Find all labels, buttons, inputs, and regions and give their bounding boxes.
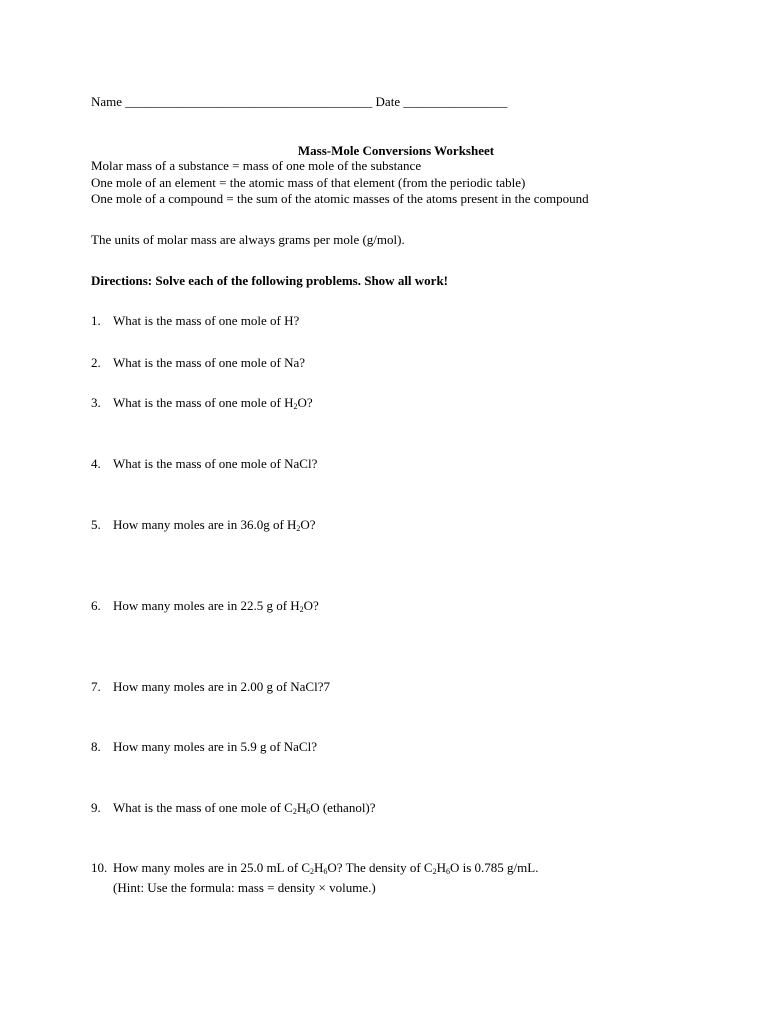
question-number: 2. (91, 355, 101, 370)
question-text: How many moles are in 36.0g of H (113, 517, 297, 532)
question-number: 9. (91, 800, 101, 815)
question-1 (91, 313, 299, 329)
name-date-line (91, 94, 507, 110)
subscript: 2 (299, 605, 304, 614)
question-number: 5. (91, 517, 101, 532)
question-number: 7. (91, 679, 101, 694)
subscript: 2 (432, 867, 437, 876)
question-text: How many moles are in 25.0 mL of C (113, 860, 311, 875)
directions: Directions: Solve each of the following problems. Show all work! (91, 273, 449, 288)
question-number: 10. (91, 860, 108, 875)
subscript: 6 (323, 867, 328, 876)
definition-element: One mole of an element = the atomic mass of that element (from the periodic table) (91, 175, 526, 190)
question-number: 1. (91, 313, 101, 328)
question-text: O? (300, 517, 316, 532)
date-blank: ________________ (403, 94, 508, 109)
units-note: The units of molar mass are always grams per mole (g/mol). (91, 232, 405, 247)
question-text: How many moles are in 5.9 g of NaCl? (113, 739, 317, 754)
question-7 (91, 679, 330, 695)
question-2 (91, 355, 305, 371)
subscript: 6 (445, 867, 450, 876)
question-text: O is 0.785 g/mL. (449, 860, 539, 875)
question-10 (91, 860, 538, 896)
question-5 (91, 517, 316, 533)
question-text: O? (297, 395, 313, 410)
date-label: Date (375, 94, 401, 109)
subscript: 2 (296, 524, 301, 533)
question-text: H (296, 800, 307, 815)
question-text: What is the mass of one mole of NaCl? (113, 456, 318, 471)
question-text: What is the mass of one mole of H? (113, 313, 300, 328)
subscript: 6 (306, 807, 311, 816)
question-number: 3. (91, 395, 101, 410)
definition-molar-mass: Molar mass of a substance = mass of one mole of the substance (91, 158, 422, 173)
definition-compound: One mole of a compound = the sum of the atomic masses of the atoms present in the compound (91, 191, 589, 206)
subscript: 2 (310, 867, 315, 876)
question-text: How many moles are in 22.5 g of H (113, 598, 300, 613)
question-9 (91, 800, 376, 816)
question-text: What is the mass of one mole of Na? (113, 355, 306, 370)
question-3 (91, 395, 313, 411)
question-text: H (314, 860, 324, 875)
question-number: 6. (91, 598, 101, 613)
question-text: O? The density of C (327, 860, 433, 875)
question-4 (91, 456, 317, 472)
question-number: 4. (91, 456, 101, 471)
question-text: How many moles are in 2.00 g of NaCl?7 (113, 679, 330, 694)
question-6 (91, 598, 319, 614)
name-blank: ______________________________________ (125, 94, 373, 109)
question-text: H (436, 860, 446, 875)
question-text: O (ethanol)? (310, 800, 376, 815)
name-label: Name (91, 94, 123, 109)
question-text: What is the mass of one mole of C (113, 800, 293, 815)
question-number: 8. (91, 739, 101, 754)
question-text: O? (303, 598, 319, 613)
worksheet-title: Mass-Mole Conversions Worksheet (297, 143, 495, 158)
subscript: 2 (292, 807, 297, 816)
question-hint: (Hint: Use the formula: mass = density × volume.) (113, 880, 376, 895)
subscript: 2 (293, 402, 298, 411)
question-text: What is the mass of one mole of H (113, 395, 294, 410)
question-8 (91, 739, 317, 755)
